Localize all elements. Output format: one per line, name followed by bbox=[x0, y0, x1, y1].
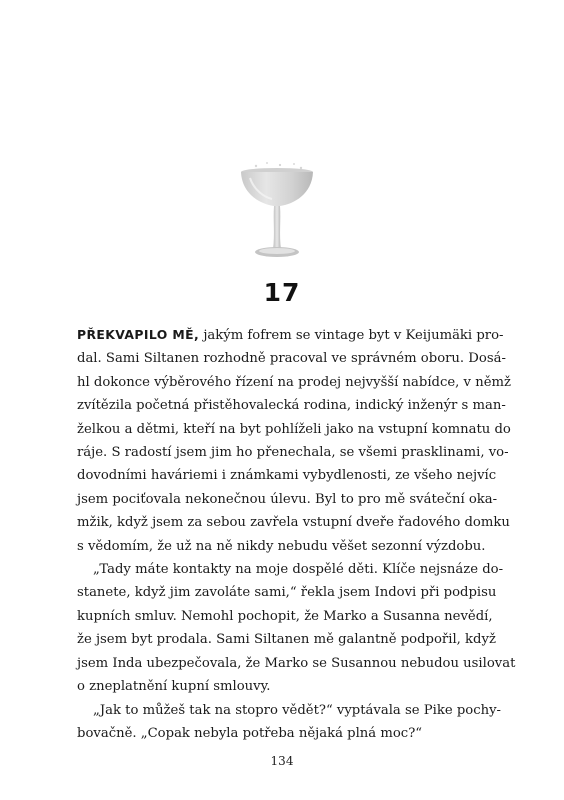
text-line: dovodními haváriemi i známkami vybydlenosti, ze všeho nejvíc bbox=[77, 468, 497, 484]
body-text bbox=[77, 323, 516, 745]
text-line: jsem Inda ubezpečovala, že Marko se Susannou nebudou usilovat bbox=[77, 655, 516, 671]
text-line: o zneplatnění kupní smlouvy. bbox=[77, 679, 271, 695]
text-line: bovačně. „Copak nebyla potřeba nějaká plná moc?“ bbox=[77, 725, 422, 741]
text-line: mžik, když jsem za sebou zavřela vstupní dveře řadového domku bbox=[77, 515, 510, 531]
text-line: želkou a dětmi, kteří na byt pohlíželi jako na vstupní komnatu do bbox=[77, 421, 511, 437]
chapter-number: 17 bbox=[263, 278, 301, 307]
chapter-opening-words: PŘEKVAPILO MĚ, bbox=[77, 327, 200, 342]
page-number: 134 bbox=[270, 754, 294, 768]
text-line: stanete, když jim zavoláte sami,“ řekla jsem Indovi při podpisu bbox=[77, 585, 497, 601]
text-line: zvítězila početná přistěhovalecká rodina, indický inženýr s man- bbox=[77, 398, 506, 414]
coupe-glass-icon bbox=[236, 160, 318, 260]
text-line: dal. Sami Siltanen rozhodně pracoval ve správném oboru. Dosá- bbox=[77, 351, 506, 367]
text-line: s vědomím, že už na ně nikdy nebudu věšet sezonní výzdobu. bbox=[77, 538, 486, 554]
text-line: hl dokonce výběrového řízení na prodej nejvyšší nabídce, v němž bbox=[77, 374, 511, 390]
text-line: kupních smluv. Nemohl pochopit, že Marko a Susanna nevědí, bbox=[77, 608, 493, 624]
text-line: jsem pociťovala nekonečnou úlevu. Byl to pro mě sváteční oka- bbox=[77, 491, 498, 507]
text-line: PŘEKVAPILO MĚ, jakým fofrem se vintage byt v Keijumäki pro- bbox=[77, 327, 504, 343]
text-line: že jsem byt prodala. Sami Siltanen mě galantně podpořil, když bbox=[77, 632, 496, 648]
text-line: „Tady máte kontakty na moje dospělé děti. Klíče nejsnáze do- bbox=[93, 562, 504, 578]
text-line: „Jak to můžeš tak na stopro vědět?“ vyptávala se Pike pochy- bbox=[93, 702, 501, 718]
text-line: ráje. S radostí jsem jim ho přenechala, se všemi prasklinami, vo- bbox=[77, 445, 509, 461]
